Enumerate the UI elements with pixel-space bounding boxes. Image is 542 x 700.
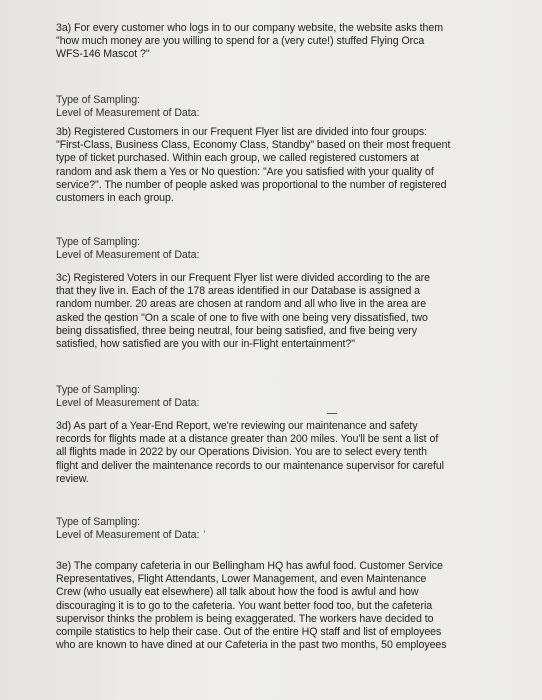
question-3b-line: "First-Class, Business Class, Economy Class, Standby" based on their most frequent: [56, 139, 451, 152]
question-3b-line: random and ask them a Yes or No question: "Are you satisfied with your quality of: [56, 165, 434, 178]
question-3c-line: being dissatisfied, three being neutral, four being satisfied, and five being very: [56, 324, 418, 337]
level-of-measurement-label: Level of Measurement of Data:: [56, 249, 200, 262]
question-3d-line: review.: [56, 472, 89, 485]
question-3b-line: 3b) Registered Customers in our Frequent Flyer list are divided into four groups:: [56, 126, 428, 138]
question-3e-line: Representatives, Flight Attendants, Lower Management, and even Maintenance: [56, 573, 427, 586]
question-3c: [56, 272, 430, 351]
question-3e-line: 3e) The company cafeteria in our Bellingham HQ has awful food. Customer Service: [56, 560, 443, 572]
question-3b-line: type of ticket purchased. Within each group, we called registered customers at: [56, 152, 419, 165]
answer-3d[interactable]: [56, 516, 205, 542]
question-3d-line: 3d) As part of a Year-End Report, we're reviewing our maintenance and safety: [56, 420, 418, 432]
question-3a-line: 3a) For every customer who logs in to our company website, the website asks them: [56, 22, 443, 34]
question-3e-line: compile statistics to help their case. Out of the entire HQ staff and list of employees: [56, 626, 442, 639]
question-3a-line: "how much money are you willing to spend for a (very cute!) stuffed Flying Orca: [56, 35, 425, 48]
question-3c-line: random number. 20 areas are chosen at random and all who live in the area are: [56, 298, 427, 311]
spellcheck-mark: [327, 413, 337, 417]
question-3c-line: asked the qestion "On a scale of one to five with one being very dissatisfied, two: [56, 311, 428, 324]
question-3b-line: customers in each group.: [56, 192, 174, 205]
level-of-measurement-label: [56, 529, 205, 542]
question-3b: [56, 126, 450, 205]
type-of-sampling-label: Type of Sampling:: [56, 94, 140, 106]
level-of-measurement-text: Level of Measurement of Data:: [56, 529, 200, 542]
question-3c-line: satisfied, how satisfied are you with our in-Flight entertainment?": [56, 338, 355, 351]
question-3c-line: 3c) Registered Voters in our Frequent Flyer list were divided according to the are: [56, 272, 430, 284]
answer-3b[interactable]: [56, 236, 199, 262]
answer-3c[interactable]: [56, 384, 199, 410]
question-3d-line: all flights made in 2022 by our Operations Division. You are to select every tenth: [56, 446, 428, 459]
answer-3a[interactable]: [56, 94, 199, 120]
question-3e-line: discouraging it is to go to the cafeteria. You want better food too, but the cafeteria: [56, 599, 433, 612]
level-of-measurement-label: Level of Measurement of Data:: [56, 107, 200, 120]
question-3e: [56, 560, 447, 652]
question-3d-line: flight and deliver the maintenance records to our maintenance supervisor for careful: [56, 459, 444, 472]
type-of-sampling-label: Type of Sampling:: [56, 384, 140, 396]
question-3b-line: service?". The number of people asked was proportional to the number of registered: [56, 178, 447, 191]
text-cursor: ': [203, 529, 206, 542]
question-3d: [56, 420, 444, 486]
question-3e-line: who are known to have dined at our Cafeteria in the past two months, 50 employees: [56, 639, 447, 652]
question-3a: [56, 22, 443, 62]
question-3a-line: WFS-146 Mascot ?": [56, 48, 150, 61]
question-3e-line: supervisor thinks the problem is being exaggerated. The workers have decided to: [56, 612, 434, 625]
question-3c-line: that they live in. Each of the 178 areas identified in our Database is assigned a: [56, 285, 421, 298]
question-3d-line: records for flights made at a distance greater than 200 miles. You'll be sent a list of: [56, 433, 439, 446]
question-3e-line: Crew (who usually eat elsewhere) all talk about how the food is awful and how: [56, 586, 419, 599]
level-of-measurement-label: Level of Measurement of Data:: [56, 397, 200, 410]
type-of-sampling-label: Type of Sampling:: [56, 516, 140, 528]
type-of-sampling-label: Type of Sampling:: [56, 236, 140, 248]
